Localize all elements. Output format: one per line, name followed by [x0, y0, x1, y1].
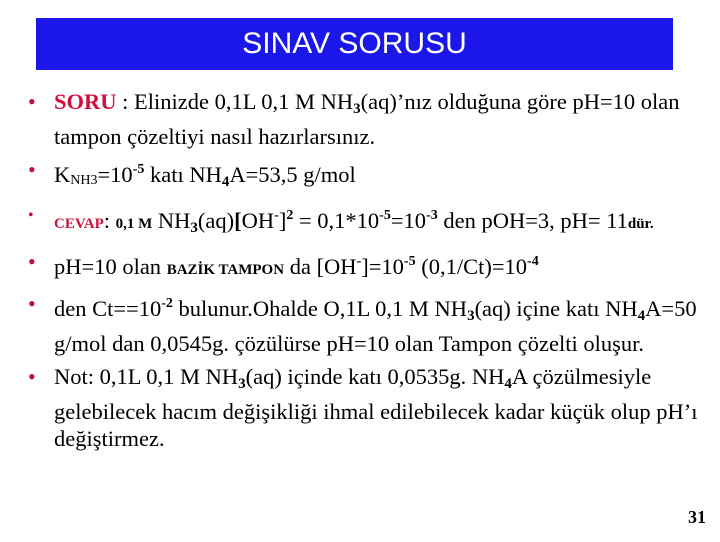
subscript: 4 — [637, 308, 646, 324]
soru-label: SORU — [54, 89, 117, 114]
slide-content — [28, 88, 698, 458]
subscript: 4 — [221, 174, 230, 190]
bullet-dot-icon: • — [28, 89, 36, 114]
text: den pO — [437, 208, 509, 233]
text: K — [54, 162, 71, 187]
text: : — [116, 89, 135, 114]
text: [ — [234, 208, 242, 233]
text: 0,1 M — [115, 216, 153, 232]
text: (aq)’nız olduğuna göre pH=10 olan tampon çözeltiyi nasıl hazırlarsınız. — [54, 89, 680, 149]
bullet-item-not — [28, 363, 698, 452]
subscript: 3 — [467, 308, 475, 324]
text: den Ct==10 — [54, 296, 162, 321]
superscript: -5 — [403, 254, 416, 269]
bullet-item-cevap — [28, 202, 698, 242]
subscript: 3 — [238, 376, 246, 392]
bullet-item-soru — [28, 88, 698, 150]
bullet-dot-icon: • — [28, 249, 36, 274]
text: da — [284, 254, 317, 279]
text: katı NH — [144, 162, 222, 187]
text: =10 — [390, 208, 427, 233]
text: ] — [278, 208, 287, 233]
text: ]=10 — [361, 254, 404, 279]
superscript: - — [274, 208, 279, 223]
text: (aq) — [197, 208, 235, 233]
text: (aq) içine katı NH — [474, 296, 638, 321]
superscript: -5 — [379, 208, 391, 223]
subscript: 3 — [190, 220, 198, 236]
text: (aq) içinde katı 0,0535g. NH — [245, 364, 505, 389]
text: NH — [152, 208, 191, 233]
bullet-item-ph10 — [28, 248, 698, 284]
superscript: -4 — [527, 254, 539, 269]
bullet-dot-icon: • — [28, 364, 36, 389]
text: H=3, pH= 11 — [508, 208, 628, 233]
page-number: 31 — [688, 507, 706, 527]
text: Elinizde 0,1L 0,1 M NH — [134, 89, 354, 114]
superscript: 2 — [286, 208, 294, 223]
text: A=53,5 g/mol — [229, 162, 356, 187]
text: bulunur.Ohalde O,1L 0,1 M NH — [172, 296, 468, 321]
text: OH — [241, 208, 275, 233]
text: =10 — [97, 162, 133, 187]
subscript: 4 — [504, 376, 512, 392]
text: (0,1/Ct)=10 — [415, 254, 528, 279]
superscript: -3 — [426, 208, 438, 223]
text: [OH — [316, 254, 357, 279]
superscript: -5 — [132, 162, 145, 177]
text: BAZİK TAMPON — [166, 262, 285, 278]
bullet-dot-icon: • — [28, 207, 34, 224]
text: : — [103, 208, 116, 233]
superscript: - — [356, 254, 362, 269]
subscript: 3 — [353, 101, 361, 117]
cevap-label: CEVAP — [54, 216, 104, 232]
text: = 0,1*10 — [293, 208, 380, 233]
bullet-item-ct — [28, 290, 698, 357]
superscript: -2 — [161, 296, 173, 311]
text: pH=10 olan — [54, 254, 167, 279]
text: A=50 g/mol dan 0,0545g. çözülürse pH=10 olan Tampon çözelti oluşur. — [54, 296, 697, 356]
slide-title: SINAV SORUSU — [36, 18, 673, 70]
bullet-item-kb — [28, 156, 698, 196]
bullet-dot-icon: • — [28, 291, 36, 316]
bullet-dot-icon: • — [28, 157, 36, 182]
text: dür. — [627, 216, 654, 232]
text: A çözülmesiyle gelebilecek hacım değişikliği ihmal edilebilecek kadar küçük olup pH’ı değiştirmez. — [54, 364, 698, 451]
subscript: NH3 — [70, 173, 98, 188]
text: Not: 0,1L 0,1 M NH — [54, 364, 239, 389]
